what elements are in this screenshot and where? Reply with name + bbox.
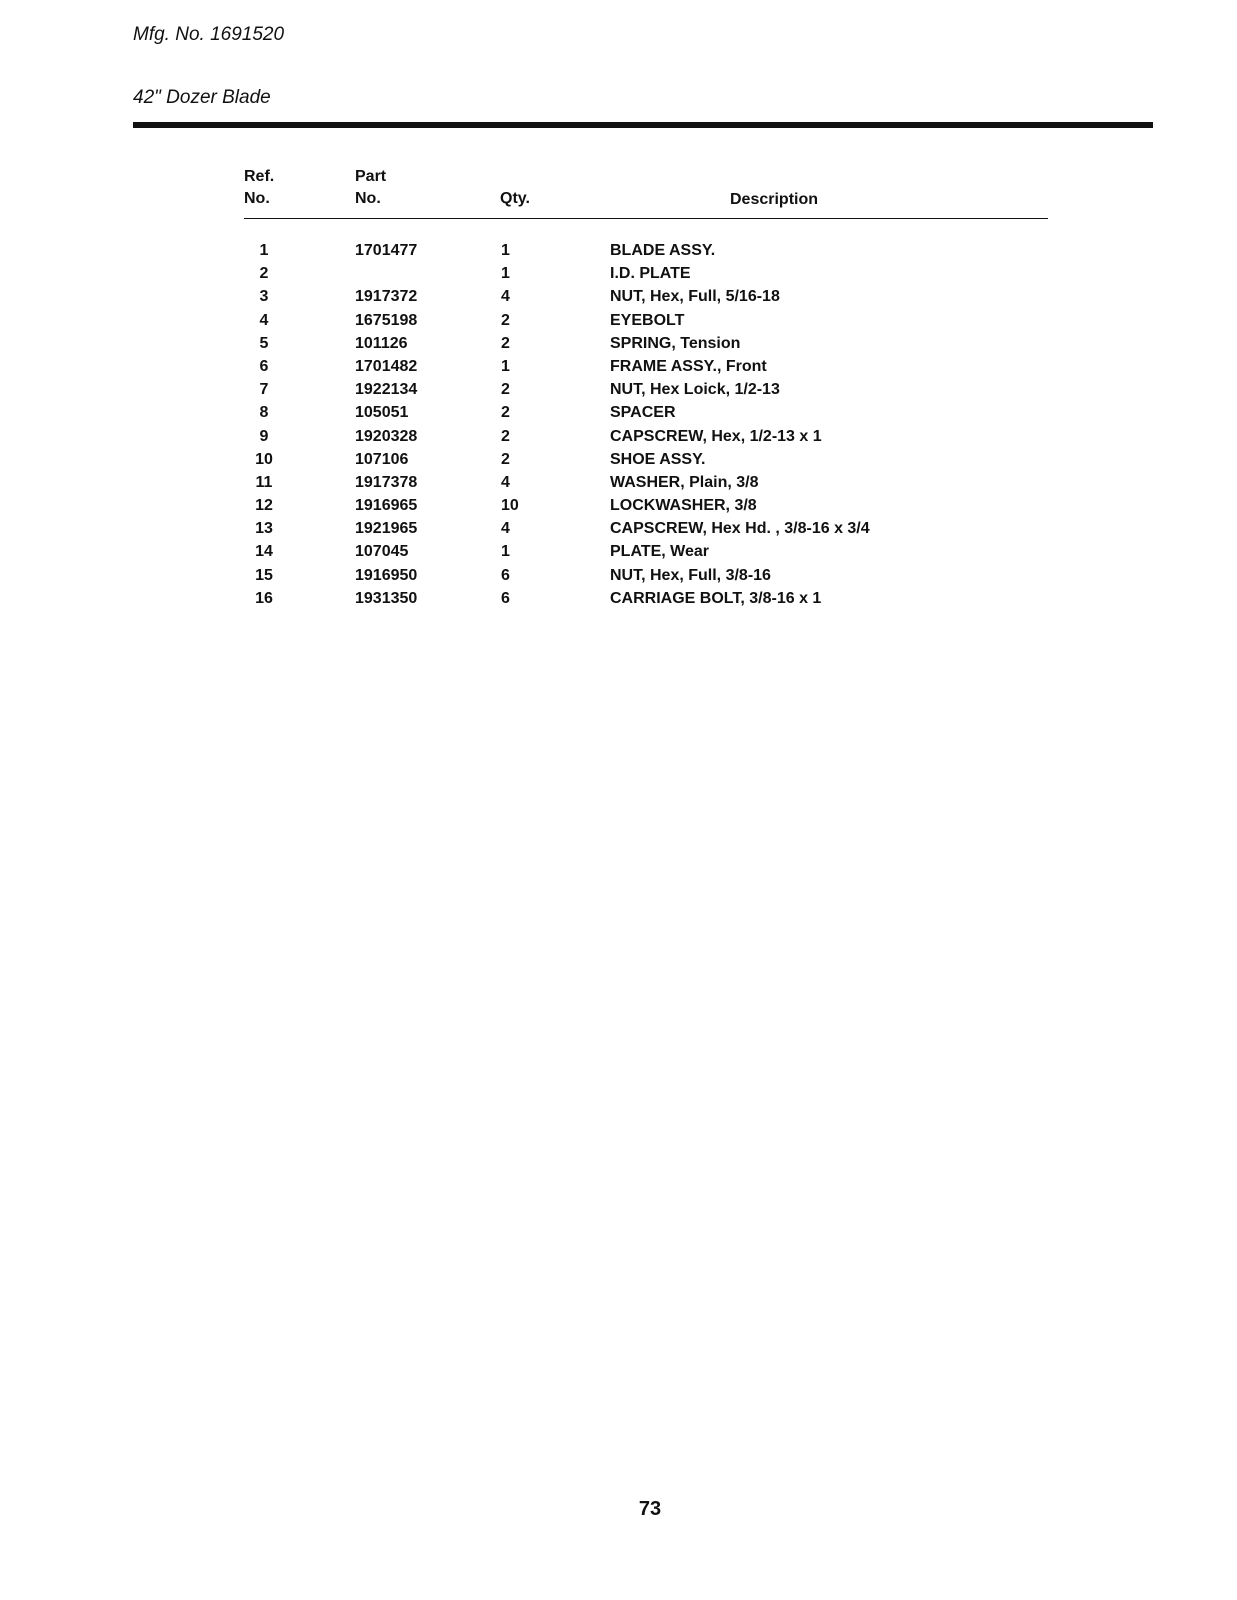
table-row	[0, 494, 1237, 517]
qty-cell: 1	[501, 265, 510, 283]
ref-cell: 14	[255, 543, 273, 561]
part-cell: 101126	[355, 334, 408, 352]
ref-cell: 1	[259, 242, 269, 259]
header-rule	[133, 122, 1153, 128]
description-cell: SHOE ASSY.	[610, 450, 706, 468]
part-cell: 1922134	[355, 381, 418, 399]
parts-table	[0, 239, 1237, 610]
ref-cell: 7	[259, 381, 269, 399]
description-cell: CARRIAGE BOLT, 3/8-16 x 1	[610, 589, 822, 607]
table-row	[0, 239, 1237, 262]
table-row	[0, 332, 1237, 355]
description-cell: SPACER	[610, 404, 676, 422]
description-cell: CAPSCREW, Hex Hd. , 3/8-16 x 3/4	[610, 520, 870, 538]
table-row	[0, 564, 1237, 587]
column-header-part-line2: No.	[355, 190, 381, 207]
part-cell: 107106	[355, 450, 409, 468]
table-row	[0, 517, 1237, 540]
part-cell: 1920328	[355, 427, 418, 445]
qty-cell: 2	[501, 450, 510, 468]
description-cell: PLATE, Wear	[610, 543, 709, 561]
column-header-part-line1: Part	[355, 168, 387, 185]
column-header-rule	[244, 218, 1048, 219]
part-cell: 1675198	[355, 311, 418, 329]
table-row	[0, 471, 1237, 494]
page-title: 42" Dozer Blade	[133, 87, 271, 108]
qty-cell: 6	[501, 566, 510, 584]
part-cell: 1916965	[355, 497, 418, 515]
qty-cell: 2	[501, 334, 510, 352]
table-row	[0, 355, 1237, 378]
table-row	[0, 587, 1237, 610]
part-cell: 1917372	[355, 288, 418, 306]
part-cell: 1701482	[355, 357, 418, 375]
qty-cell: 2	[501, 311, 510, 329]
qty-cell: 4	[501, 473, 510, 491]
qty-cell: 4	[501, 520, 510, 538]
table-row	[0, 309, 1237, 332]
qty-cell: 1	[501, 543, 510, 561]
column-header-ref-line1: Ref.	[244, 168, 275, 185]
table-row	[0, 448, 1237, 471]
description-cell: NUT, Hex Loick, 1/2-13	[610, 381, 780, 399]
ref-cell: 13	[255, 520, 273, 538]
ref-cell: 8	[259, 404, 269, 422]
description-cell: WASHER, Plain, 3/8	[610, 473, 759, 491]
qty-cell: 2	[501, 404, 510, 422]
column-header-ref-line2: No.	[244, 190, 270, 207]
column-header-part	[355, 166, 386, 210]
ref-cell: 5	[259, 334, 269, 352]
ref-cell: 16	[255, 589, 273, 607]
table-row	[0, 262, 1237, 285]
table-row	[0, 401, 1237, 424]
qty-cell: 2	[501, 427, 510, 445]
ref-cell: 6	[259, 357, 269, 375]
part-cell: 107045	[355, 543, 409, 561]
table-row	[0, 285, 1237, 308]
ref-cell: 4	[259, 311, 269, 329]
description-cell: SPRING, Tension	[610, 334, 741, 352]
page-number: 73	[638, 1498, 662, 1520]
qty-cell: 1	[501, 242, 510, 259]
ref-cell: 3	[259, 288, 269, 306]
description-cell: NUT, Hex, Full, 5/16-18	[610, 288, 780, 306]
qty-cell: 1	[501, 357, 510, 375]
table-row	[0, 540, 1237, 563]
description-cell: LOCKWASHER, 3/8	[610, 497, 757, 515]
column-header-ref	[244, 166, 274, 210]
part-cell: 1917378	[355, 473, 418, 491]
description-cell: FRAME ASSY., Front	[610, 357, 767, 375]
part-cell: 1701477	[355, 242, 418, 259]
qty-cell: 10	[501, 497, 519, 515]
qty-cell: 2	[501, 381, 510, 399]
column-header-description: Description	[730, 191, 819, 208]
qty-cell: 4	[501, 288, 510, 306]
table-row	[0, 425, 1237, 448]
part-cell: 1931350	[355, 589, 418, 607]
part-cell: 1916950	[355, 566, 418, 584]
ref-cell: 10	[255, 450, 273, 468]
description-cell: I.D. PLATE	[610, 265, 691, 283]
column-header-qty: Qty.	[500, 190, 530, 207]
part-cell: 105051	[355, 404, 409, 422]
mfg-number: Mfg. No. 1691520	[133, 24, 285, 45]
qty-cell: 6	[501, 589, 510, 607]
ref-cell: 9	[259, 427, 269, 445]
ref-cell: 11	[255, 473, 273, 491]
ref-cell: 2	[259, 265, 269, 283]
ref-cell: 12	[255, 497, 273, 515]
description-cell: EYEBOLT	[610, 311, 685, 329]
description-cell: BLADE ASSY.	[610, 242, 716, 259]
table-row	[0, 378, 1237, 401]
part-cell: 1921965	[355, 520, 418, 538]
description-cell: CAPSCREW, Hex, 1/2-13 x 1	[610, 427, 822, 445]
description-cell: NUT, Hex, Full, 3/8-16	[610, 566, 771, 584]
ref-cell: 15	[255, 566, 273, 584]
